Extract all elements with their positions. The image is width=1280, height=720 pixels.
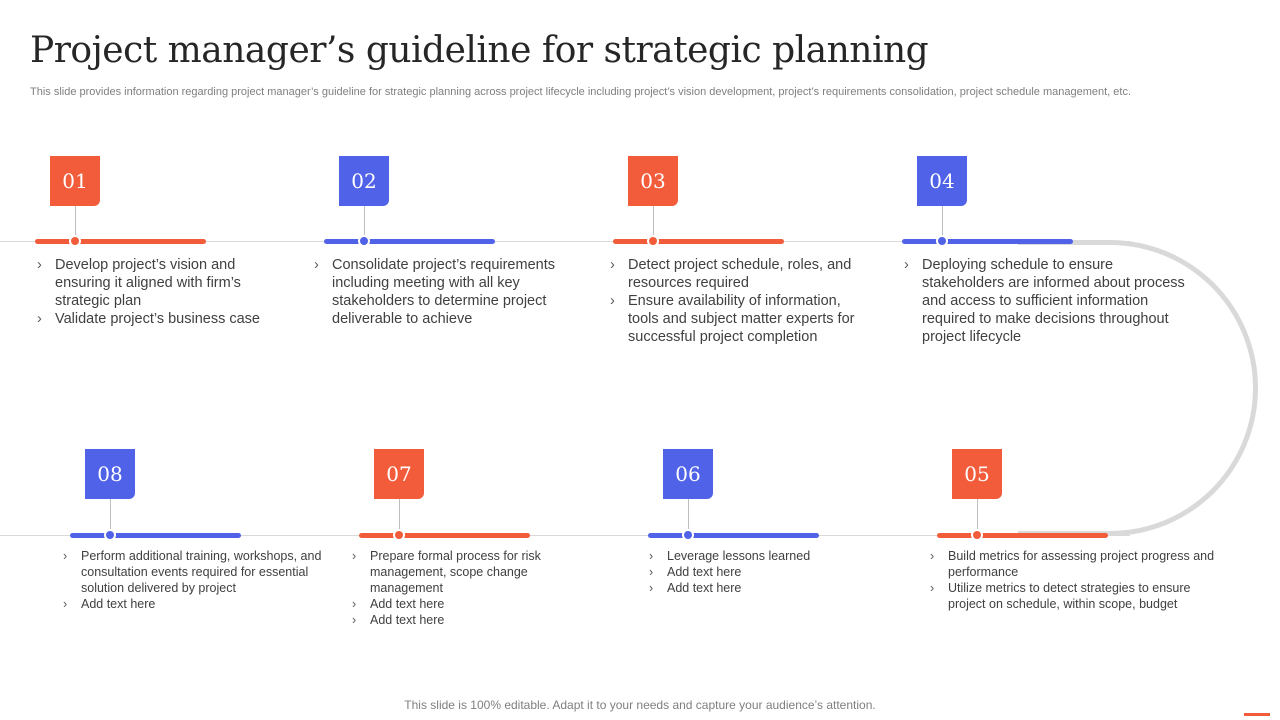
step-bullet-list	[350, 548, 580, 628]
step-bullet-item: › Add text here	[61, 596, 331, 612]
step-bullet-list	[647, 548, 847, 596]
step-connector-stem	[977, 499, 978, 531]
corner-accent	[1244, 713, 1270, 716]
step-accent-bar	[648, 533, 819, 538]
step-connector-stem	[942, 206, 943, 237]
step-bullet-list	[35, 256, 265, 328]
step-bullet-item: › Prepare formal process for risk management, scope change management	[350, 548, 580, 596]
step-marker-dot	[936, 235, 948, 247]
step-bullet-item: › Add text here	[647, 564, 847, 580]
step-marker-dot	[358, 235, 370, 247]
step-connector-stem	[110, 499, 111, 531]
step-marker-dot	[647, 235, 659, 247]
step-bullet-item: › Deploying schedule to ensure stakeholders are informed about process and access to sufficient information required to make decisions throughout project lifecycle	[902, 256, 1192, 346]
step-bullet-item: › Add text here	[350, 612, 580, 628]
step-bullet-item: › Add text here	[350, 596, 580, 612]
step-marker-dot	[69, 235, 81, 247]
step-accent-bar	[359, 533, 530, 538]
step-bullet-list	[928, 548, 1228, 612]
step-connector-stem	[688, 499, 689, 531]
step-connector-stem	[75, 206, 76, 237]
step-accent-bar	[70, 533, 241, 538]
step-marker-dot	[682, 529, 694, 541]
step-number-badge: 04	[917, 156, 967, 206]
step-bullet-item: › Ensure availability of information, tools and subject matter experts for successful project completion	[608, 292, 868, 346]
step-number-badge: 08	[85, 449, 135, 499]
step-bullet-item: › Develop project’s vision and ensuring it aligned with firm’s strategic plan	[35, 256, 265, 310]
step-bullet-item: › Build metrics for assessing project progress and performance	[928, 548, 1228, 580]
step-accent-bar	[902, 239, 1073, 244]
step-connector-stem	[399, 499, 400, 531]
step-connector-stem	[364, 206, 365, 237]
step-bullet-item: › Detect project schedule, roles, and resources required	[608, 256, 868, 292]
slide-subtitle: This slide provides information regarding project manager’s guideline for strategic planning across project lifecycle including project’s vision development, project’s requirements consolidation, project schedule management, etc.	[30, 86, 1131, 98]
step-accent-bar	[937, 533, 1108, 538]
slide-title: Project manager’s guideline for strategic planning	[30, 30, 929, 71]
step-connector-stem	[653, 206, 654, 237]
step-number-badge: 07	[374, 449, 424, 499]
step-number-badge: 05	[952, 449, 1002, 499]
step-bullet-list	[61, 548, 331, 612]
step-bullet-list	[312, 256, 572, 328]
step-bullet-list	[608, 256, 868, 346]
step-accent-bar	[324, 239, 495, 244]
step-number-badge: 03	[628, 156, 678, 206]
step-bullet-list	[902, 256, 1192, 346]
step-number-badge: 01	[50, 156, 100, 206]
step-marker-dot	[104, 529, 116, 541]
step-bullet-item: › Leverage lessons learned	[647, 548, 847, 564]
step-bullet-item: › Utilize metrics to detect strategies to ensure project on schedule, within scope, budget	[928, 580, 1228, 612]
step-marker-dot	[393, 529, 405, 541]
step-bullet-item: › Add text here	[647, 580, 847, 596]
step-number-badge: 06	[663, 449, 713, 499]
step-bullet-item: › Consolidate project’s requirements including meeting with all key stakeholders to determine project deliverable to achieve	[312, 256, 572, 328]
slide-footer: This slide is 100% editable. Adapt it to your needs and capture your audience’s attention.	[404, 698, 876, 712]
step-number-badge: 02	[339, 156, 389, 206]
step-accent-bar	[35, 239, 206, 244]
step-bullet-item: › Perform additional training, workshops, and consultation events required for essential solution delivered by project	[61, 548, 331, 596]
step-marker-dot	[971, 529, 983, 541]
step-accent-bar	[613, 239, 784, 244]
step-bullet-item: › Validate project’s business case	[35, 310, 265, 328]
